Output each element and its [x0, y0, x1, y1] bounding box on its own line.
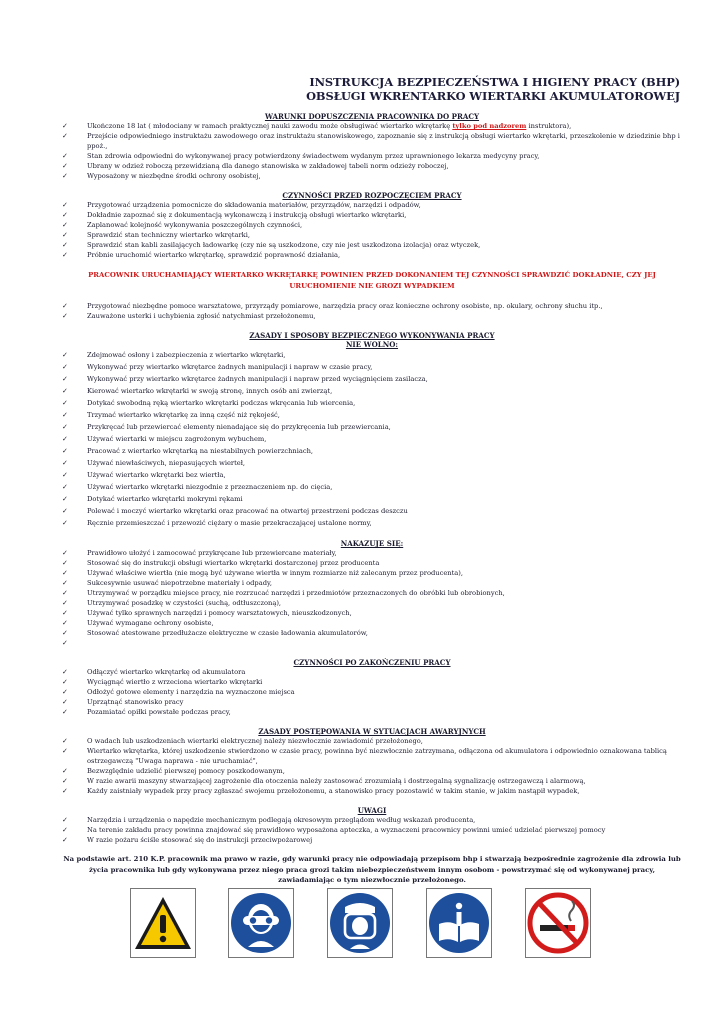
- checkmark-icon: ✓: [62, 132, 68, 140]
- checkmark-icon: ✓: [62, 787, 68, 795]
- title-line-1: INSTRUKCJA BEZPIECZEŃSTWA I HIGIENY PRACY (BHP): [309, 75, 680, 89]
- checkmark-icon: ✓: [62, 483, 68, 491]
- list-item: ✓ Używać niewłaściwych, niepasujących wierteł,: [62, 459, 246, 467]
- list-item: ✓ Na terenie zakładu pracy powinna znajdować się prawidłowo wyposażona apteczka, a wyznaczeni pracownicy powinni umieć udzielać pierwszej pomocy: [62, 826, 606, 834]
- awaryjne-list: [62, 736, 682, 796]
- list-item: ✓ Ubrany w odzież roboczą przewidzianą dla danego stanowiska w zakładowej tabeli norm odzieży roboczej,: [62, 162, 449, 170]
- checkmark-icon: ✓: [62, 411, 68, 419]
- checkmark-icon: ✓: [62, 777, 68, 785]
- list-item: ✓ Sprawdzić stan kabli zasilających ładowarkę (czy nie są uszkodzone, czy nie jest uszkodzona izolacja) oraz wtyczek,: [62, 241, 481, 249]
- wear-face-shield-sign-icon: [327, 888, 393, 958]
- list-item: ✓ Ukończone 18 lat ( młodociany w ramach praktycznej nauki zawodu może obsługiwać wiertarko wkrętarkę tylko pod nadzorem instruktora),: [62, 122, 572, 130]
- checkmark-icon: ✓: [62, 629, 68, 637]
- checkmark-icon: ✓: [62, 747, 68, 755]
- list-item: ✓ Używać wiertarko wkrętarki bez wiertła,: [62, 471, 226, 479]
- checkmark-icon: ✓: [62, 619, 68, 627]
- list-item: ✓ Polewać i moczyć wiertarko wkrętarki oraz pracować na otwartej przestrzeni podczas deszczu: [62, 507, 408, 515]
- checkmark-icon: ✓: [62, 609, 68, 617]
- list-item: ✓ Przykręcać lub przewiercać elementy nienadające się do przykręcenia lub przewiercania,: [62, 423, 391, 431]
- nie-wolno-list: [62, 349, 682, 529]
- startup-warning: PRACOWNIK URUCHAMIAJĄCY WIERTARKO WKRĘTARKĘ POWINIEN PRZED DOKONANIEM TEJ CZYNNOŚCI SPRAWDZIĆ DOKŁADNIE, CZY JEJ URUCHOMIENIE NIE GROZI WYPADKIEM: [88, 271, 656, 290]
- po-list: [62, 667, 682, 717]
- checkmark-icon: ✓: [62, 549, 68, 557]
- checkmark-icon: ✓: [62, 569, 68, 577]
- section-heading-awaryjne: ZASADY POSTĘPOWANIA W SYTUACJACH AWARYJNYCH: [258, 727, 486, 736]
- checkmark-icon: ✓: [62, 211, 68, 219]
- przed-list: [62, 200, 682, 260]
- uwagi-list: [62, 815, 682, 845]
- list-item: ✓ Stosować atestowane przedłużacze elektryczne w czasie ładowania akumulatorów,: [62, 629, 368, 637]
- checkmark-icon: ✓: [62, 708, 68, 716]
- list-item: ✓ W razie pożaru ściśle stosować się do instrukcji przeciwpożarowej: [62, 836, 313, 844]
- list-item: ✓ Sprawdzić stan techniczny wiertarko wkrętarki,: [62, 231, 250, 239]
- list-item: ✓ Pracować z wiertarko wkrętarką na niestabilnych powierzchniach,: [62, 447, 314, 455]
- list-item: ✓ Kierować wiertarko wkrętarki w swoją stronę, innych osób ani zwierząt,: [62, 387, 333, 395]
- section-heading-uwagi: UWAGI: [357, 806, 387, 815]
- checkmark-icon: ✓: [62, 122, 68, 130]
- list-item: ✓ Wiertarko wkrętarka, której uszkodzenie stwierdzono w czasie pracy, powinna być niezwłocznie zatrzymana, odłączona od akumulatora i odpowiednio oznakowana tablicą ostrzegawczą "Uwaga naprawa - nie uruchamiać",: [62, 747, 667, 765]
- list-item: ✓ Przygotować urządzenia pomocnicze do składowania materiałów, przyrządów, narzędzi i odpadów,: [62, 201, 421, 209]
- checkmark-icon: ✓: [62, 162, 68, 170]
- checkmark-icon: ✓: [62, 816, 68, 824]
- checkmark-icon: ✓: [62, 172, 68, 180]
- checkmark-icon: ✓: [62, 423, 68, 431]
- checkmark-icon: ✓: [62, 737, 68, 745]
- list-item: ✓ Utrzymywać w porządku miejsce pracy, nie rozrzucać narzędzi i przedmiotów przeznaczonych do obróbki lub obrobionych,: [62, 589, 505, 597]
- checkmark-icon: ✓: [62, 507, 68, 515]
- checkmark-icon: ✓: [62, 826, 68, 834]
- list-item: ✓ O wadach lub uszkodzeniach wiertarki elektrycznej należy niezwłocznie zawiadomić przełożonego,: [62, 737, 423, 745]
- list-item: ✓ Używać właściwe wiertła (nie mogą być używane wiertła w innym rozmiarze niż zalecanym przez producenta),: [62, 569, 464, 577]
- highlight-text: tylko pod nadzorem: [452, 122, 527, 130]
- list-item: ✓ Stosować się do instrukcji obsługi wiertarko wkrętarki dostarczonej przez producenta: [62, 559, 380, 567]
- checkmark-icon: ✓: [62, 152, 68, 160]
- checkmark-icon: ✓: [62, 668, 68, 676]
- list-item: ✓ Wykonywać przy wiertarko wkrętarce żadnych manipulacji i napraw w czasie pracy,: [62, 363, 373, 371]
- list-item: ✓ Narzędzia i urządzenia o napędzie mechanicznym podlegają okresowym przeglądom według wskazań producenta,: [62, 816, 476, 824]
- checkmark-icon: ✓: [62, 375, 68, 383]
- list-item: ✓ Uprzątnąć stanowisko pracy: [62, 698, 184, 706]
- checkmark-icon: ✓: [62, 221, 68, 229]
- list-item: ✓ Dokładnie zapoznać się z dokumentacją wykonawczą i instrukcją obsługi wiertarko wkrętarki,: [62, 211, 407, 219]
- document-title: [280, 75, 680, 103]
- checkmark-icon: ✓: [62, 399, 68, 407]
- checkmark-icon: ✓: [62, 599, 68, 607]
- checkmark-icon: ✓: [62, 471, 68, 479]
- checkmark-icon: ✓: [62, 241, 68, 249]
- checkmark-icon: ✓: [62, 639, 68, 647]
- checkmark-icon: ✓: [62, 589, 68, 597]
- checkmark-icon: ✓: [62, 836, 68, 844]
- checkmark-icon: ✓: [62, 312, 68, 320]
- checkmark-icon: ✓: [62, 698, 68, 706]
- list-item: ✓ Wyciągnąć wiertło z wrzeciona wiertarko wkrętarki: [62, 678, 263, 686]
- section-heading-przed: CZYNNOŚCI PRZED ROZPOCZĘCIEM PRACY: [282, 191, 462, 200]
- section-heading-po: CZYNNOŚCI PO ZAKOŃCZENIU PRACY: [293, 658, 451, 667]
- title-line-2: OBSŁUGI WKRENTARKO WIERTARKI AKUMULATOROWEJ: [306, 89, 680, 103]
- checkmark-icon: ✓: [62, 519, 68, 527]
- instruction-body: [62, 112, 682, 886]
- checkmark-icon: ✓: [62, 559, 68, 567]
- list-item: ✓ Przejście odpowiedniego instruktażu zawodowego oraz instruktażu stanowiskowego, zapoznanie się z instrukcją obsługi wiertarko wkrętarki, przeszkolenie w dziedzinie bhp i ppoż.,: [62, 132, 680, 150]
- list-item: ✓ Trzymać wiertarko wkrętarkę za inną część niż rękojeść,: [62, 411, 280, 419]
- subheading-nie-wolno: NIE WOLNO:: [345, 340, 399, 349]
- no-smoking-sign-icon: [525, 888, 591, 958]
- list-item: ✓ Wyposażony w niezbędne środki ochrony osobistej,: [62, 172, 261, 180]
- list-item: ✓ Odłączyć wiertarko wkrętarkę od akumulatora: [62, 668, 246, 676]
- list-item: ✓ Odłożyć gotowe elementy i narzędzia na wyznaczone miejsca: [62, 688, 295, 696]
- list-item: ✓ Sukcesywnie usuwać niepotrzebne materiały i odpady,: [62, 579, 272, 587]
- checkmark-icon: ✓: [62, 351, 68, 359]
- list-item: ✓ Dotykać swobodną ręką wiertarko wkrętarki podczas wkręcania lub wiercenia,: [62, 399, 356, 407]
- list-item: ✓ Każdy zaistniały wypadek przy pracy zgłaszać swojemu przełożonemu, a stanowisko pracy pozostawić w takim stanie, w jakim nastąpił wypadek,: [62, 787, 580, 795]
- list-item: ✓ Dotykać wiertarko wkrętarki mokrymi rękami: [62, 495, 243, 503]
- list-item: ✓ Próbnie uruchomić wiertarko wkrętarkę, sprawdzić poprawność działania,: [62, 251, 341, 259]
- read-instructions-sign-icon: [426, 888, 492, 958]
- checkmark-icon: ✓: [62, 302, 68, 310]
- warunki-list: [62, 121, 682, 181]
- list-item: [62, 638, 682, 648]
- safety-signs-row: [130, 888, 592, 960]
- checkmark-icon: ✓: [62, 363, 68, 371]
- list-item: ✓ Utrzymywać posadzkę w czystości (suchą, odtłuszczoną),: [62, 599, 282, 607]
- list-item: ✓ Ręcznie przemieszczać i przewozić ciężary o masie przekraczającej ustalone normy,: [62, 519, 372, 527]
- checkmark-icon: ✓: [62, 678, 68, 686]
- nakazuje-list: [62, 548, 682, 648]
- list-item: ✓ Zdejmować osłony i zabezpieczenia z wiertarko wkrętarki,: [62, 351, 286, 359]
- list-item: ✓ Zauważone usterki i uchybienia zgłosić natychmiast przełożonemu,: [62, 312, 316, 320]
- list-item: ✓ Przygotować niezbędne pomoce warsztatowe, przyrządy pomiarowe, narzędzia pracy oraz konieczne ochrony osobiste, np. okulary, ochrony słuchu itp.,: [62, 302, 603, 310]
- list-item: ✓ Używać wymagane ochrony osobiste,: [62, 619, 214, 627]
- list-item: ✓ Bezwzględnie udzielić pierwszej pomocy poszkodowanym,: [62, 767, 285, 775]
- list-item: ✓ W razie awarii maszyny stwarzającej zagrożenie dla otoczenia należy zastosować zrozumiałą i dostrzegalną sygnalizację ostrzegawczą i alarmową,: [62, 777, 586, 785]
- list-item: ✓ Używać wiertarki w miejscu zagrożonym wybuchem,: [62, 435, 267, 443]
- checkmark-icon: ✓: [62, 435, 68, 443]
- checkmark-icon: ✓: [62, 579, 68, 587]
- section-heading-zasady: ZASADY I SPOSOBY BEZPIECZNEGO WYKONYWANIA PRACY: [249, 331, 495, 340]
- wear-eye-protection-sign-icon: [228, 888, 294, 958]
- section-heading-warunki: WARUNKI DOPUSZCZENIA PRACOWNIKA DO PRACY: [264, 112, 480, 121]
- list-item: ✓ Wykonywać przy wiertarko wkrętarce żadnych manipulacji i napraw przed wyciągnięciem zasilacza,: [62, 375, 428, 383]
- list-item: ✓ Prawidłowo ułożyć i zamocować przykręcane lub przewiercane materiały,: [62, 549, 337, 557]
- przed-extra-list: [62, 301, 682, 321]
- checkmark-icon: ✓: [62, 459, 68, 467]
- checkmark-icon: ✓: [62, 767, 68, 775]
- list-item: ✓ Używać wiertarko wkrętarki niezgodnie z przeznaczeniem np. do cięcia,: [62, 483, 333, 491]
- checkmark-icon: ✓: [62, 201, 68, 209]
- legal-note: Na podstawie art. 210 K.P. pracownik ma prawo w razie, gdy warunki pracy nie odpowiadają przepisom bhp i stwarzają bezpośrednie zagrożenie dla zdrowia lub życia pracownika lub gdy wykonywana przez niego praca grozi takim niebezpieczeństwem innym osobom - powstrzymać się od wykonywanej pracy, zawiadamiając o tym niezwłocznie przełożonego.: [63, 855, 681, 884]
- checkmark-icon: ✓: [62, 231, 68, 239]
- checkmark-icon: ✓: [62, 251, 68, 259]
- list-item: ✓ Zaplanować kolejność wykonywania poszczególnych czynności,: [62, 221, 303, 229]
- list-item: ✓ Pozamiatać opiłki powstałe podczas pracy,: [62, 708, 231, 716]
- list-item: ✓ Używać tylko sprawnych narzędzi i pomocy warsztatowych, nieuszkodzonych,: [62, 609, 352, 617]
- checkmark-icon: ✓: [62, 387, 68, 395]
- general-warning-sign-icon: [130, 888, 196, 958]
- list-item: ✓ Stan zdrowia odpowiedni do wykonywanej pracy potwierdzony świadectwem wydanym przez uprawnionego lekarza medycyny pracy,: [62, 152, 540, 160]
- checkmark-icon: ✓: [62, 495, 68, 503]
- checkmark-icon: ✓: [62, 688, 68, 696]
- section-heading-nakazuje: NAKAZUJE SIĘ:: [340, 539, 404, 548]
- checkmark-icon: ✓: [62, 447, 68, 455]
